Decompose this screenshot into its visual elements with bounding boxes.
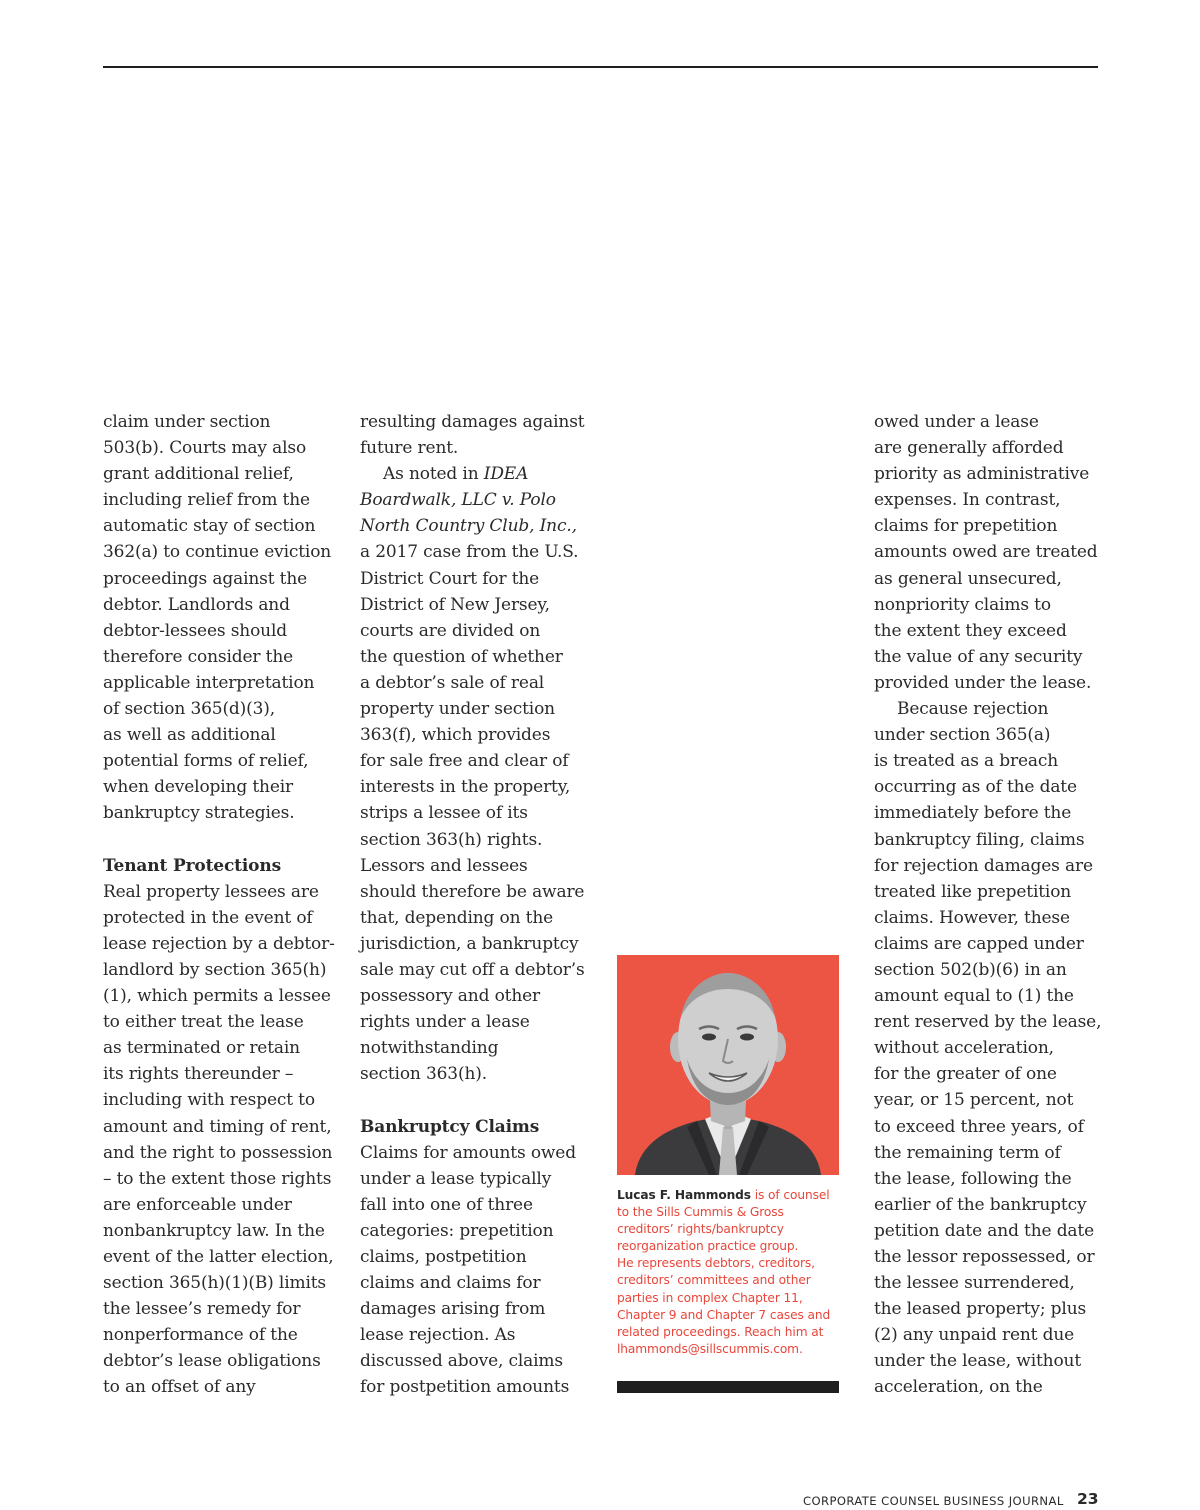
paragraph-gap (103, 827, 335, 853)
author-email[interactable]: lhammonds@sillscummis.com. (617, 1341, 803, 1356)
text-line: to exceed three years, of (874, 1116, 1084, 1137)
text-line: section 363(h) rights. (360, 829, 543, 850)
text-line: potential forms of relief, (103, 751, 309, 772)
text-line: Claims for amounts owed (360, 1142, 576, 1163)
text-line: possessory and other (360, 986, 541, 1007)
bio-text: is of counsel (750, 1188, 830, 1202)
text-line: without acceleration, (874, 1038, 1054, 1059)
text-line: interests in the property, (360, 777, 571, 798)
text-line: to either treat the lease (103, 1012, 304, 1033)
text-line: fall into one of three (360, 1194, 533, 1215)
text-line: amount and timing of rent, (103, 1116, 332, 1137)
author-name: Lucas F. Hammonds (617, 1188, 751, 1202)
text-line: expenses. In contrast, (874, 490, 1061, 511)
author-photo (617, 955, 839, 1175)
text-line: amount equal to (1) the (874, 986, 1074, 1007)
text-line: when developing their (103, 777, 294, 798)
text-line: debtor-lessees should (103, 620, 287, 641)
text-line: amounts owed are treated (874, 542, 1098, 563)
text-line: of section 365(d)(3), (103, 699, 276, 720)
text-line: is treated as a breach (874, 751, 1059, 772)
text-line (360, 461, 592, 487)
text-line: and the right to possession (103, 1142, 333, 1163)
text-line: that, depending on the (360, 907, 554, 928)
text-line: including relief from the (103, 490, 310, 511)
text-line: damages arising from (360, 1299, 546, 1320)
text-line: for rejection damages are (874, 855, 1093, 876)
text-line: proceedings against the (103, 568, 308, 589)
bio-line: creditors’ committees and other (617, 1273, 811, 1288)
text-line: including with respect to (103, 1090, 315, 1111)
text-line: claims, postpetition (360, 1247, 527, 1267)
text-line: as terminated or retain (103, 1038, 300, 1059)
text-line: section 365(h)(1)(B) limits (103, 1273, 327, 1294)
text-line: should therefore be aware (360, 881, 585, 902)
text-line: are generally afforded (874, 438, 1064, 459)
text-line: 363(f), which provides (360, 725, 551, 746)
text-line: sale may cut off a debtor’s (360, 959, 585, 980)
text-line: 503(b). Courts may also (103, 438, 307, 459)
text-line: nonperformance of the (103, 1325, 298, 1346)
bio-line: parties in complex Chapter 11, (617, 1290, 803, 1305)
text-line: the lessee’s remedy for (103, 1299, 301, 1320)
text-line: the extent they exceed (874, 620, 1067, 641)
bio-line: creditors’ rights/bankruptcy (617, 1222, 784, 1237)
text-line: Real property lessees are (103, 881, 319, 902)
text-line: the lessee surrendered, (874, 1273, 1075, 1294)
section-heading-tenant-protections: Tenant Protections (103, 855, 281, 876)
text-line: bankruptcy filing, claims (874, 829, 1085, 850)
text-line: owed under a lease (874, 412, 1039, 432)
text-line: under a lease typically (360, 1168, 552, 1189)
text-line: District Court for the (360, 568, 540, 589)
case-name-line: North Country Club, Inc., (360, 516, 577, 537)
text-line: Lessors and lessees (360, 855, 528, 876)
text-line: rights under a lease (360, 1012, 530, 1033)
text-line: strips a lessee of its (360, 803, 528, 824)
text-line: automatic stay of section (103, 516, 316, 537)
text-line: categories: prepetition (360, 1220, 554, 1241)
text-fragment: As noted in (383, 464, 484, 485)
bio-line: to the Sills Cummis & Gross (617, 1205, 784, 1220)
text-line: to an offset of any (103, 1377, 256, 1398)
text-line: landlord by section 365(h) (103, 959, 327, 980)
text-line: occurring as of the date (874, 777, 1077, 798)
text-line: its rights thereunder – (103, 1064, 294, 1085)
text-line: claims and claims for (360, 1273, 541, 1294)
bio-line: reorganization practice group. (617, 1239, 799, 1254)
text-line: jurisdiction, a bankruptcy (360, 933, 579, 954)
text-line: protected in the event of (103, 907, 313, 928)
text-line: District of New Jersey, (360, 594, 550, 615)
text-line: for the greater of one (874, 1064, 1057, 1085)
text-line: future rent. (360, 438, 459, 459)
case-name-fragment: IDEA (483, 464, 529, 485)
text-line: debtor. Landlords and (103, 594, 290, 615)
text-line: the lessor repossessed, or (874, 1247, 1095, 1267)
text-line: applicable interpretation (103, 672, 315, 693)
text-line: the value of any security (874, 646, 1083, 667)
text-line: section 363(h). (360, 1064, 487, 1085)
text-line: nonbankruptcy law. In the (103, 1220, 325, 1241)
text-line: Because rejection (897, 699, 1049, 720)
page-number: 23 (1077, 1490, 1099, 1508)
text-line: claim under section (103, 412, 271, 432)
text-line: under the lease, without (874, 1351, 1082, 1372)
text-line: notwithstanding (360, 1038, 499, 1059)
text-line: claims are capped under (874, 933, 1084, 954)
text-line: nonpriority claims to (874, 594, 1051, 615)
paragraph-gap (360, 1087, 592, 1113)
text-line: claims for prepetition (874, 516, 1058, 537)
text-line: 362(a) to continue eviction (103, 542, 332, 563)
text-line: a debtor’s sale of real (360, 672, 545, 693)
bio-line: Chapter 9 and Chapter 7 cases and (617, 1307, 831, 1322)
text-line: bankruptcy strategies. (103, 803, 295, 824)
author-bio (617, 1187, 839, 1358)
text-line: property under section (360, 699, 555, 720)
top-rule (103, 66, 1098, 68)
text-line: grant additional relief, (103, 464, 294, 485)
text-line: the lease, following the (874, 1168, 1072, 1189)
article-column-1 (103, 409, 335, 1401)
text-line: resulting damages against (360, 412, 585, 432)
text-line: a 2017 case from the U.S. (360, 542, 579, 563)
text-line: petition date and the date (874, 1220, 1095, 1241)
text-line: under section 365(a) (874, 725, 1051, 746)
case-name-line: Boardwalk, LLC v. Polo (360, 490, 556, 511)
text-line: rent reserved by the lease, (874, 1012, 1102, 1033)
text-line: the leased property; plus (874, 1299, 1087, 1320)
text-line: lease rejection by a debtor- (103, 933, 335, 954)
text-line: the question of whether (360, 646, 563, 667)
bio-line (617, 1187, 839, 1204)
text-line: – to the extent those rights (103, 1168, 332, 1189)
text-line: for sale free and clear of (360, 751, 569, 772)
text-line: section 502(b)(6) in an (874, 959, 1067, 980)
text-line: year, or 15 percent, not (874, 1090, 1074, 1111)
text-line: for postpetition amounts (360, 1377, 570, 1398)
text-line: acceleration, on the (874, 1377, 1043, 1398)
text-line: the remaining term of (874, 1142, 1061, 1163)
bio-rule (617, 1381, 839, 1393)
text-line: (1), which permits a lessee (103, 986, 331, 1007)
text-line: provided under the lease. (874, 672, 1092, 693)
text-line: earlier of the bankruptcy (874, 1194, 1087, 1215)
text-line: treated like prepetition (874, 881, 1072, 902)
text-line: as well as additional (103, 725, 276, 746)
text-line: lease rejection. As (360, 1325, 516, 1346)
text-line: discussed above, claims (360, 1351, 563, 1372)
text-line: are enforceable under (103, 1194, 292, 1215)
text-line: therefore consider the (103, 646, 294, 667)
article-column-3 (874, 409, 1106, 1401)
text-line: as general unsecured, (874, 568, 1062, 589)
author-portrait-illustration (617, 955, 839, 1175)
text-line: event of the latter election, (103, 1247, 334, 1267)
section-heading-bankruptcy-claims: Bankruptcy Claims (360, 1116, 540, 1137)
article-column-2 (360, 409, 592, 1401)
text-line: (2) any unpaid rent due (874, 1325, 1075, 1346)
text-line: courts are divided on (360, 620, 541, 641)
bio-line: He represents debtors, creditors, (617, 1256, 815, 1271)
footer-journal-name: CORPORATE COUNSEL BUSINESS JOURNAL (803, 1494, 1064, 1508)
text-line: debtor’s lease obligations (103, 1351, 321, 1372)
text-line: immediately before the (874, 803, 1072, 824)
text-line: priority as administrative (874, 464, 1090, 485)
text-line: claims. However, these (874, 907, 1070, 928)
bio-line: related proceedings. Reach him at (617, 1324, 824, 1339)
